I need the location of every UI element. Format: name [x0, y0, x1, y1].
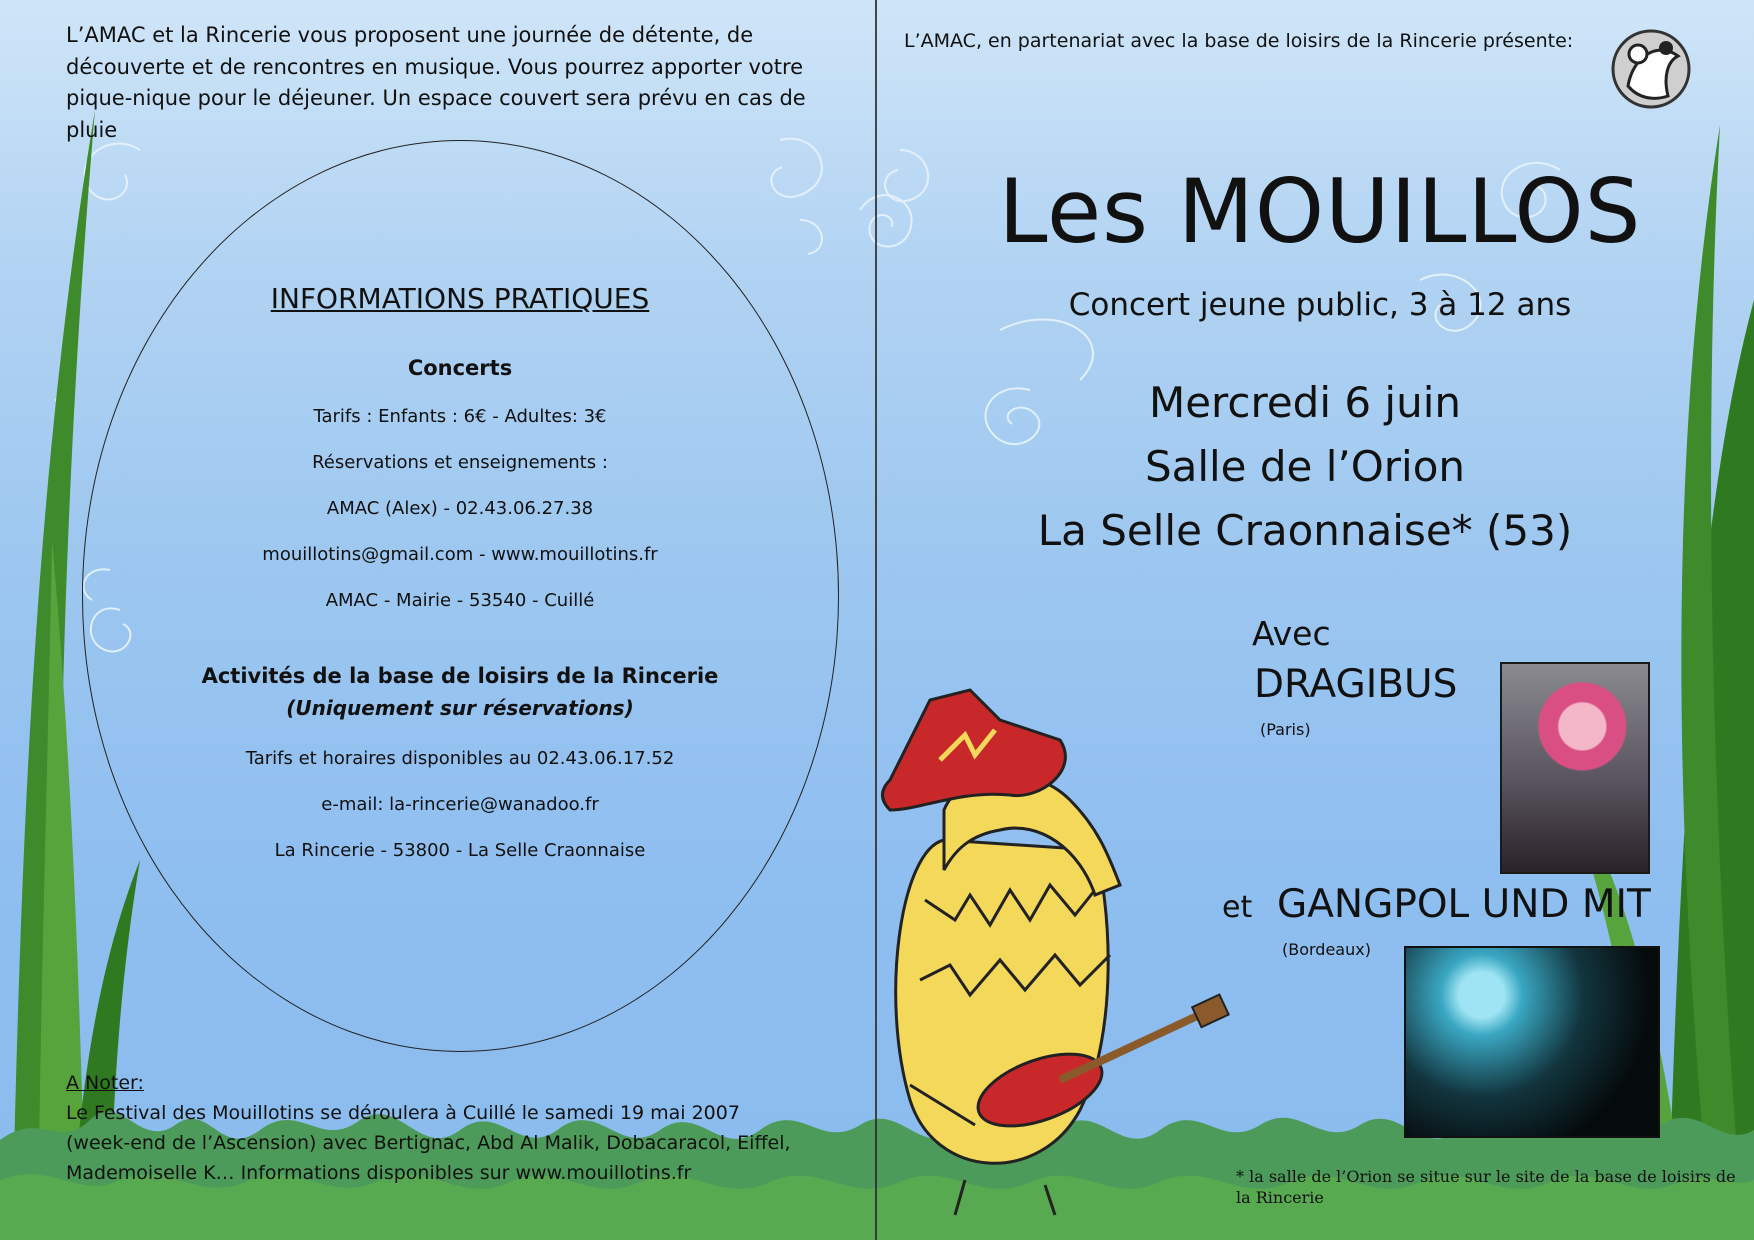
note-line: Mademoiselle K… Informations disponibles sur www.mouillotins.fr [66, 1162, 692, 1184]
concerts-reservations: Réservations et enseignements : [312, 452, 608, 473]
event-town: La Selle Craonnaise* (53) [1037, 506, 1573, 555]
dragibus-photo [1500, 662, 1650, 874]
concerts-email-web: mouillotins@gmail.com - www.mouillotins.fr [262, 544, 658, 565]
concerts-heading: Concerts [407, 356, 513, 380]
event-date: Mercredi 6 juin [1148, 378, 1462, 427]
activites-email: e-mail: la-rincerie@wanadoo.fr [321, 794, 599, 815]
intro-paragraph [66, 20, 836, 146]
concerts-amac-phone: AMAC (Alex) - 02.43.06.27.38 [326, 498, 594, 519]
artist-dragibus: DRAGIBUS [1254, 662, 1458, 707]
note-line: (week-end de l’Ascension) avec Bertignac, Abd Al Malik, Dobacaracol, Eiffel, [66, 1132, 791, 1154]
artist-gangpol-city: (Bordeaux) [1282, 940, 1371, 959]
festival-note [66, 1068, 866, 1188]
concerts-address: AMAC - Mairie - 53540 - Cuillé [325, 590, 595, 611]
event-subtitle: Concert jeune public, 3 à 12 ans [1068, 287, 1572, 323]
amac-logo-icon [1608, 26, 1694, 112]
fold-divider [875, 0, 877, 1240]
activites-subheading: (Uniquement sur réservations) [286, 696, 634, 720]
et-label: et [1222, 890, 1253, 925]
intro-line: découverte et de rencontres en musique. Vous pourrez apporter votre [66, 54, 804, 79]
activites-heading: Activités de la base de loisirs de la Rincerie [201, 664, 719, 688]
info-title: INFORMATIONS PRATIQUES [270, 282, 650, 315]
concerts-tarifs: Tarifs : Enfants : 6€ - Adultes: 3€ [313, 406, 607, 427]
avec-label: Avec [1252, 614, 1331, 653]
activites-address: La Rincerie - 53800 - La Selle Craonnaise [274, 840, 646, 861]
presenter-line: L’AMAC, en partenariat avec la base de loisirs de la Rincerie présente: [904, 30, 1574, 52]
gangpol-photo [1404, 946, 1660, 1138]
event-title: Les MOUILLOS [998, 160, 1642, 263]
artist-dragibus-city: (Paris) [1260, 720, 1311, 739]
venue-footnote: * la salle de l’Orion se situe sur le site de la base de loisirs de la Rincerie [1236, 1167, 1736, 1207]
intro-line: L’AMAC et la Rincerie vous proposent une journée de détente, de [66, 23, 754, 47]
note-line: Le Festival des Mouillotins se déroulera à Cuillé le samedi 19 mai 2007 [66, 1102, 740, 1124]
intro-line: pique-nique pour le déjeuner. Un espace couvert sera prévu en cas de [66, 86, 806, 110]
event-venue: Salle de l’Orion [1144, 442, 1466, 491]
intro-line: pluie [66, 117, 118, 142]
note-label: A Noter: [66, 1072, 144, 1094]
artist-gangpol-name: GANGPOL UND MIT [1277, 882, 1651, 927]
activites-tarifs: Tarifs et horaires disponibles au 02.43.06.17.52 [245, 748, 675, 769]
artist-gangpol [1222, 882, 1651, 927]
